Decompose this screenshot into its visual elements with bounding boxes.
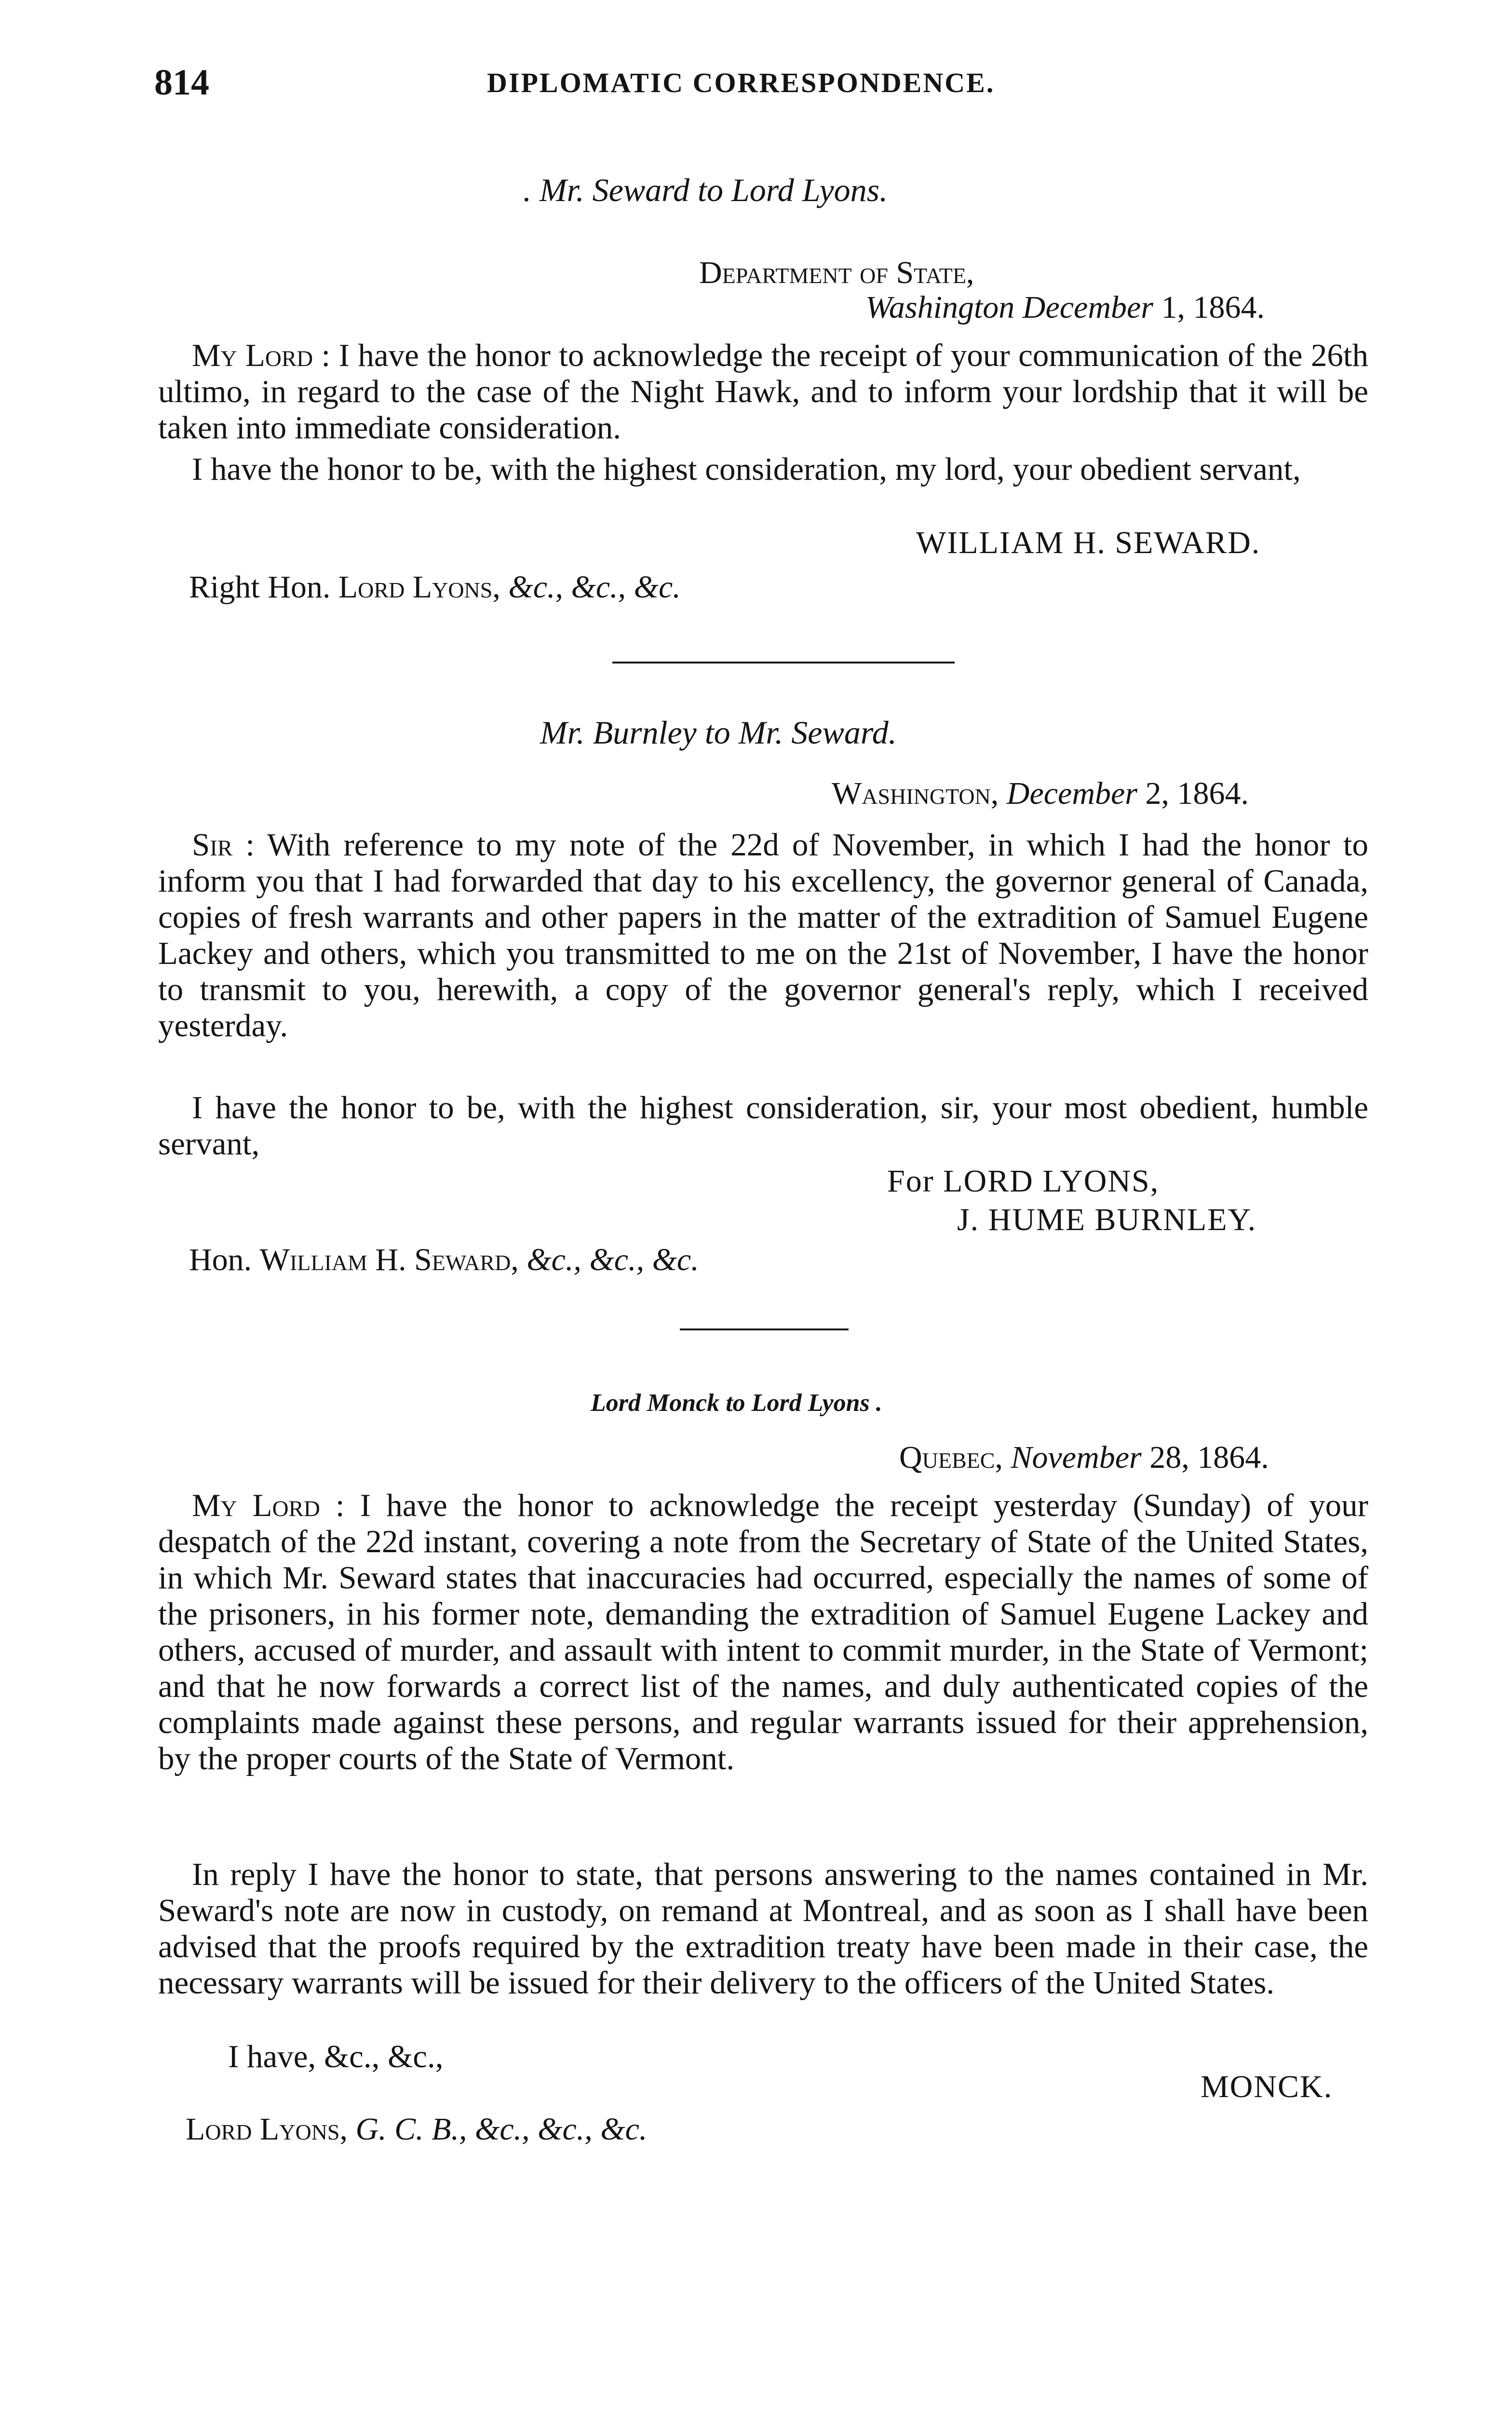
letter-3-heading: Lord Monck to Lord Lyons . <box>591 1389 882 1417</box>
letter-2-date-month: December <box>1006 776 1137 811</box>
letter-2-signature-line-2: J. HUME BURNLEY. <box>957 1202 1257 1237</box>
letter-3-body-text: I have the honor to acknowledge the receipt yesterday (Sunday) of your despatch of the 22d instant, covering a note from the Secretary of State of the United States, in which Mr. Seward states that inaccuracies had occurred, especially the names of some of the prisoners, in his former note, demanding the extradition of Samuel Eugene Lackey and others, accused of murder, and assault with intent to commit murder, in the State of Vermont; and that he now forwards a correct list of the names, and duly authenticated copies of the complaints made against these persons, and regular warrants issued for their apprehension, by the proper courts of the State of Vermont. <box>158 1488 1368 1776</box>
letter-1-heading: . Mr. Seward to Lord Lyons. <box>523 172 888 208</box>
letter-1-addressee-prefix: Right Hon. <box>189 569 331 605</box>
letter-3-dateline <box>899 1439 1269 1476</box>
letter-3-addressee <box>186 2111 647 2148</box>
letter-2-signature-line-1: For LORD LYONS, <box>887 1164 1160 1199</box>
letter-2-date-rest: 2, 1864. <box>1145 776 1249 811</box>
letter-3-date-place: Quebec, <box>899 1440 1003 1475</box>
letter-1-addressee-name: Lord Lyons, <box>338 569 500 605</box>
letter-3-salutation: My Lord : <box>192 1488 345 1523</box>
letter-1-body-text: I have the honor to acknowledge the receipt of your communication of the 26th ultimo, in regard to the case of the Night Hawk, and to inform your lordship that it will be taken into immediate consideration. <box>158 338 1368 446</box>
letter-1-paragraph-2: I have the honor to be, with the highest consideration, my lord, your obedient servant, <box>192 451 1301 487</box>
letter-1-place-line: Department of State, <box>699 255 974 290</box>
letter-3-date-month: November <box>1011 1440 1142 1475</box>
letter-1-date-rest: 1, 1864. <box>1161 290 1265 325</box>
letter-2-heading: Mr. Burnley to Mr. Seward. <box>540 714 897 751</box>
letter-2-paragraph-1 <box>158 827 1368 1044</box>
section-divider <box>680 1328 849 1330</box>
page-number: 814 <box>154 62 209 103</box>
letter-1-date-place: Washington <box>865 290 1015 325</box>
letter-1-signature: WILLIAM H. SEWARD. <box>916 525 1261 560</box>
letter-2-dateline <box>832 775 1249 812</box>
letter-3-closing: I have, &c., &c., <box>228 2039 444 2074</box>
letter-1-date-month: December <box>1022 290 1153 325</box>
letter-2-salutation: Sir : <box>192 827 255 863</box>
letter-1-salutation: My Lord : <box>192 338 331 373</box>
letter-1-addressee-suffix: &c., &c., &c. <box>508 569 681 605</box>
letter-1-paragraph-1 <box>158 338 1368 446</box>
letter-2-addressee-suffix: &c., &c., &c. <box>526 1242 699 1277</box>
letter-3-date-rest: 28, 1864. <box>1149 1440 1269 1475</box>
letter-2-addressee-name: William H. Seward, <box>259 1242 519 1277</box>
letter-2-body-text: With reference to my note of the 22d of November, in which I had the honor to inform you that I had forwarded that day to his excellency, the governor general of Canada, copies of fresh warrants and other papers in the matter of the extradition of Samuel Eugene Lackey and others, which you transmitted to me on the 21st of November, I have the honor to transmit to you, herewith, a copy of the governor general's reply, which I received yesterday. <box>158 827 1368 1043</box>
letter-3-addressee-name: Lord Lyons, <box>186 2112 348 2147</box>
running-title: DIPLOMATIC CORRESPONDENCE. <box>487 67 995 98</box>
letter-3-paragraph-1 <box>158 1488 1368 1777</box>
section-divider <box>612 662 955 664</box>
letter-2-addressee <box>189 1242 699 1278</box>
letter-1-dateline <box>865 289 1265 326</box>
letter-2-addressee-prefix: Hon. <box>189 1242 252 1277</box>
letter-2-date-place: Washington, <box>832 776 999 811</box>
letter-3-addressee-suffix: G. C. B., &c., &c., &c. <box>355 2112 648 2147</box>
letter-1-addressee <box>189 569 681 606</box>
letter-3-paragraph-2: In reply I have the honor to state, that persons answering to the names contained in Mr. Seward's note are now in custody, on remand at Montreal, and as soon as I shall have been advised that the proofs required by the extradition treaty have been made in their case, the necessary warrants will be issued for their delivery to the officers of the United States. <box>158 1856 1368 2001</box>
letter-3-signature: MONCK. <box>1201 2069 1333 2104</box>
letter-2-paragraph-2: I have the honor to be, with the highest consideration, sir, your most obedient, humble servant, <box>158 1090 1368 1162</box>
